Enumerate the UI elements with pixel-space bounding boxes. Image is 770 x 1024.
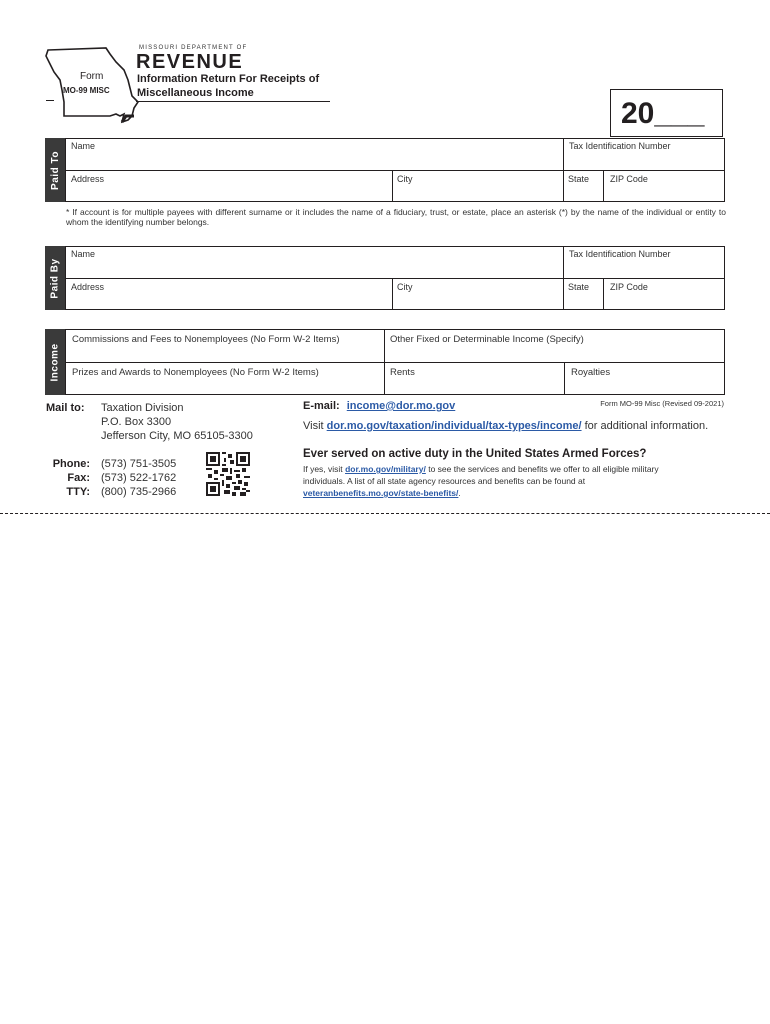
field-label: Commissions and Fees to Nonemployees (No Form W-2 Items) <box>72 334 340 345</box>
rents-field[interactable] <box>385 363 563 395</box>
income-tab <box>45 329 65 395</box>
email-line <box>303 400 455 412</box>
email-label: E-mail: <box>303 400 340 412</box>
veteran-benefits-link[interactable]: veteranbenefits.mo.gov/state-benefits/ <box>303 488 459 498</box>
field-label: Name <box>71 141 96 151</box>
field-label: Address <box>71 174 105 184</box>
paid-by-state-field[interactable] <box>564 279 602 310</box>
tty-label: TTY: <box>66 486 90 498</box>
form-word: Form <box>80 71 104 82</box>
field-label: State <box>568 282 590 292</box>
other-income-field[interactable] <box>385 330 724 362</box>
header-dash <box>46 100 54 101</box>
qr-code-icon <box>206 452 250 496</box>
field-label: Prizes and Awards to Nonemployees (No Form W-2 Items) <box>72 367 319 378</box>
paid-by-tab-label: Paid By <box>49 257 61 299</box>
paid-to-city-field[interactable] <box>393 171 562 202</box>
paid-to-state-field[interactable] <box>564 171 602 202</box>
field-label: Name <box>71 249 96 259</box>
visit-suffix: for additional information. <box>584 420 709 432</box>
field-label: ZIP Code <box>610 282 648 292</box>
field-label: ZIP Code <box>610 174 648 184</box>
royalties-field[interactable] <box>565 363 724 395</box>
paid-by-name-field[interactable] <box>66 247 562 278</box>
field-label: Tax Identification Number <box>569 249 671 259</box>
paid-to-tab-label: Paid To <box>49 150 61 190</box>
paid-to-address-field[interactable] <box>66 171 391 202</box>
field-label: Tax Identification Number <box>569 141 671 151</box>
department-logo-revenue: REVENUE <box>136 51 244 73</box>
field-label: Address <box>71 282 105 292</box>
armed-end: . <box>458 488 461 498</box>
income-tab-label: Income <box>49 342 61 382</box>
commissions-fees-field[interactable] <box>66 330 383 362</box>
multiple-payees-note: * If account is for multiple payees with different surname or it includes the name of a fiduciary, trust, or estate, place an asterisk (*) by the name of the individual or entity to whom the identifying number belongs. <box>66 207 726 227</box>
paid-by-zip-field[interactable] <box>604 279 724 310</box>
visit-prefix: Visit <box>303 420 324 432</box>
phone-number: (573) 751-3505 <box>101 458 177 470</box>
title-rule <box>136 101 330 102</box>
paid-to-tin-field[interactable] <box>564 139 724 170</box>
paid-by-city-field[interactable] <box>393 279 562 310</box>
fax-label: Fax: <box>67 472 90 484</box>
mail-to-label: Mail to: <box>46 402 85 414</box>
form-id: MO-99 MISC <box>63 86 110 95</box>
fax-number: (573) 522-1762 <box>101 472 177 484</box>
field-label: City <box>397 174 413 184</box>
paid-by-tin-field[interactable] <box>564 247 724 278</box>
armed-prefix: If yes, visit <box>303 464 343 474</box>
cut-line <box>0 513 770 514</box>
department-small-text: MISSOURI DEPARTMENT OF <box>139 45 248 51</box>
missouri-map-outline <box>44 44 142 124</box>
form-title-line1: Information Return For Receipts of <box>137 73 320 85</box>
paid-to-zip-field[interactable] <box>604 171 724 202</box>
paid-by-tab <box>45 246 65 310</box>
field-label: State <box>568 174 590 184</box>
email-link[interactable]: income@dor.mo.gov <box>346 400 456 412</box>
armed-forces-heading: Ever served on active duty in the United States Armed Forces? <box>303 448 647 460</box>
tty-number: (800) 735-2966 <box>101 486 177 498</box>
visit-line <box>303 420 708 432</box>
mail-address-line2: P.O. Box 3300 <box>101 416 172 428</box>
military-link[interactable]: dor.mo.gov/military/ <box>345 464 426 474</box>
field-label: Other Fixed or Determinable Income (Specify) <box>390 334 584 345</box>
income-info-link[interactable]: dor.mo.gov/taxation/individual/tax-types/income/ <box>326 420 582 432</box>
field-label: City <box>397 282 413 292</box>
form-title-line2: Miscellaneous Income <box>137 87 254 99</box>
form-revision: Form MO-99 Misc (Revised 09-2021) <box>600 399 724 408</box>
field-label: Royalties <box>571 367 611 378</box>
paid-to-tab <box>45 138 65 202</box>
field-label: Rents <box>390 367 415 378</box>
paid-to-name-field[interactable] <box>66 139 562 170</box>
prizes-awards-field[interactable] <box>66 363 383 395</box>
armed-mid: to see the services and benefits we offer to all eligible military individuals. A list of all state agency resources and benefits can be found at <box>303 464 659 486</box>
paid-by-address-field[interactable] <box>66 279 391 310</box>
armed-forces-text <box>303 463 693 499</box>
mail-address-line3: Jefferson City, MO 65105-3300 <box>101 430 253 442</box>
phone-label: Phone: <box>52 458 90 470</box>
tax-year-text: 20___ <box>621 97 705 130</box>
mail-address-line1: Taxation Division <box>101 402 184 414</box>
